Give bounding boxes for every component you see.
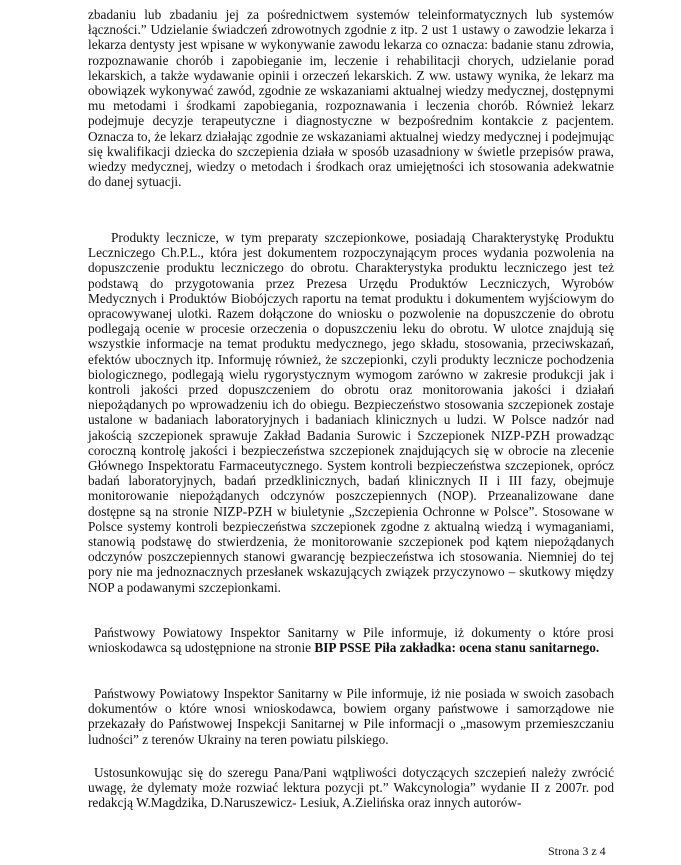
page-number: Strona 3 z 4 [548,844,606,858]
paragraph-medical-services: zbadaniu lub zbadaniu jej za pośrednictwem systemów teleinformatycznych lub systemów łączności.” Udzielanie świadczeń zdrowotnych zgodnie z itp. 2 ust 1 ustawy o zawodzie lekarza i lekarza dentysty jest wpisane w wykonywanie zawodu lekarza co oznacza: badanie stanu zdrowia, rozpoznawanie chorób i zapobieganie im, leczenie i rehabilitacji chorych, udzielanie porad lekarskich, a także wydawanie opinii i orzeczeń lekarskich. Z ww. ustawy wynika, że lekarz ma obowiązek wykonywać zawód, zgodnie ze wskazaniami aktualnej wiedzy medycznej, dostępnymi mu metodami i środkami zapobiegania, rozpoznawania i leczenia chorób. Również lekarz podejmuje decyzje terapeutyczne i diagnostyczne w bezpośrednim kontakcie z pacjentem. Oznacza to, że lekarz działając zgodnie ze wskazaniami aktualnej wiedzy medycznej i podejmując się kwalifikacji dziecka do szczepienia działa w sposób uzasadniony w świetle przepisów prawa, wiedzy medycznej, wiedzy o metodach i środkach oraz umiejętności ich stosowania adekwatnie do danej sytuacji. [88,7,614,190]
paragraph-no-documents: Państwowy Powiatowy Inspektor Sanitarny w Pile informuje, iż nie posiada w swoich zasobach dokumentów o które wnosi wnioskodawca, bowiem organy państwowe i samorządowe nie przekazały do Państwowej Inspekcji Sanitarnej w Pile informacji o „masowym przemieszczaniu ludności” z terenów Ukrainy na teren powiatu pilskiego. [88,686,614,747]
paragraph-vaccinology-reference: Ustosunkowując się do szeregu Pana/Pani wątpliwości dotyczących szczepień należy zwrócić uwagę, że dylematy może rozwiać lektura pozycji pt.” Wakcynologia” wydanie II z 2007r. pod redakcją W.Magdzika, D.Naruszewicz- Lesiuk, A.Zielińska oraz innych autorów- [88,765,614,811]
paragraph-vaccine-products: Produkty lecznicze, w tym preparaty szczepionkowe, posiadają Charakterystykę Produktu Leczniczego Ch.P.L., która jest dokumentem rozpoczynającym proces wydania pozwolenia na dopuszczenie produktu leczniczego do obrotu. Charakterystyka produktu leczniczego jest też podstawą do przygotowania przez Prezesa Urzędu Produktów Leczniczych, Wyrobów Medycznych i Produktów Biobójczych raportu na temat produktu i dokumentem wyjściowym do opracowywanej ulotki. Razem dołączone do wniosku o pozwolenie na dopuszczenie do obrotu podlegają ocenie w procesie orzeczenia o dopuszczeniu leku do obrotu. W ulotce znajdują się wszystkie informacje na temat produktu medycznego, jego składu, stosowania, przeciwskazań, efektów ubocznych itp. Informuję również, że szczepionki, czyli produkty lecznicze pochodzenia biologicznego, podlegają wielu rygorystycznym wymogom zarówno w zakresie produkcji jak i kontroli jakości przed dopuszczeniem do obrotu oraz monitorowania jakości i działań niepożądanych po wprowadzeniu ich do obiegu. Bezpieczeństwo stosowania szczepionek zostaje ustalone w badaniach laboratoryjnych i badaniach klinicznych u ludzi. W Polsce nadzór nad jakością szczepionek sprawuje Zakład Badania Surowic i Szczepionek NIZP-PZH prowadząc coroczną kontrolę jakości i bezpieczeństwa szczepionek znajdujących się w obrocie na zlecenie Głównego Inspektoratu Farmaceutycznego. System kontroli bezpieczeństwa szczepionek, oprócz badań laboratoryjnych, badań przedklinicznych, badań klinicznych II i III fazy, obejmuje monitorowanie niepożądanych odczynów poszczepiennych (NOP). Przeanalizowane dane dostępne są na stronie NIZP-PZH w biuletynie „Szczepienia Ochronne w Polsce”. Stosowane w Polsce systemy kontroli bezpieczeństwa szczepionek zgodne z aktualną wiedzą i wymaganiami, stanowią podstawę do stwierdzenia, że monitorowanie szczepionek pod kątem niepożądanych odczynów poszczepiennych stanowi gwarancję bezpieczeństwa ich stosowania. Niemniej do tej pory nie ma jednoznacznych przesłanek wskazujących związek przyczynowo – skutkowy między NOP a podawanymi szczepionkami. [88,230,614,595]
paragraph-bip-text: Państwowy Powiatowy Inspektor Sanitarny w Pile informuje, iż dokumenty o które prosi wnioskodawca są udostępnione na stronie [88,625,614,656]
bip-reference: BIP PSSE Piła zakładka: ocena stanu sanitarnego. [314,640,600,656]
paragraph-bip-documents [88,625,614,655]
